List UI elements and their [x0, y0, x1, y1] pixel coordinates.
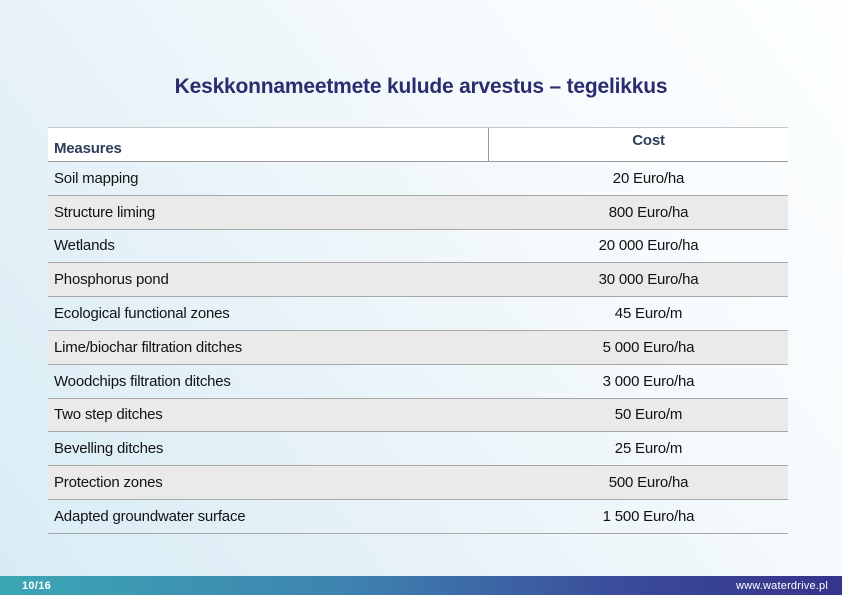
cost-cell: 500 Euro/ha: [608, 474, 689, 492]
cost-cell: 45 Euro/m: [614, 305, 683, 323]
table-row: [48, 263, 788, 297]
table-row: [48, 500, 788, 534]
table-row: [48, 297, 788, 331]
page-title: Keskkonnameetmete kulude arvestus – tegelikkus: [174, 75, 668, 98]
measure-cell: Protection zones: [54, 474, 163, 492]
table-row: [48, 466, 788, 500]
cost-cell: 1 500 Euro/ha: [602, 507, 695, 525]
measure-cell: Ecological functional zones: [54, 305, 230, 323]
table-row: [48, 196, 788, 230]
measure-cell: Woodchips filtration ditches: [54, 372, 231, 390]
cost-cell: 3 000 Euro/ha: [602, 372, 695, 390]
measure-cell: Phosphorus pond: [54, 271, 169, 289]
measure-cell: Bevelling ditches: [54, 440, 164, 458]
cost-cell: 50 Euro/m: [614, 406, 683, 424]
measure-cell: Structure liming: [54, 203, 156, 221]
table-row: [48, 331, 788, 365]
cost-cell: 25 Euro/m: [614, 440, 683, 458]
header-cell-cost: Cost: [632, 132, 665, 149]
cost-cell: 5 000 Euro/ha: [602, 338, 695, 356]
website-url: www.waterdrive.pl: [735, 579, 828, 592]
cost-table: [48, 127, 788, 534]
page-number: 10/16: [22, 579, 52, 592]
table-header-row: [48, 128, 788, 162]
measure-cell: Lime/biochar filtration ditches: [54, 338, 243, 356]
table-row: [48, 230, 788, 264]
measure-cell: Adapted groundwater surface: [54, 507, 246, 525]
header-cell-measures: Measures: [48, 128, 489, 161]
measure-cell: Wetlands: [54, 237, 115, 255]
table-row: [48, 162, 788, 196]
cost-cell: 20 Euro/ha: [612, 169, 685, 187]
table-row: [48, 365, 788, 399]
measure-cell: Soil mapping: [54, 169, 139, 187]
measure-cell: Two step ditches: [54, 406, 163, 424]
cost-cell: 800 Euro/ha: [608, 203, 689, 221]
cost-cell: 20 000 Euro/ha: [598, 237, 699, 255]
table-row: [48, 399, 788, 433]
cost-cell: 30 000 Euro/ha: [598, 271, 699, 289]
table-row: [48, 432, 788, 466]
footer-bar: [0, 576, 842, 595]
